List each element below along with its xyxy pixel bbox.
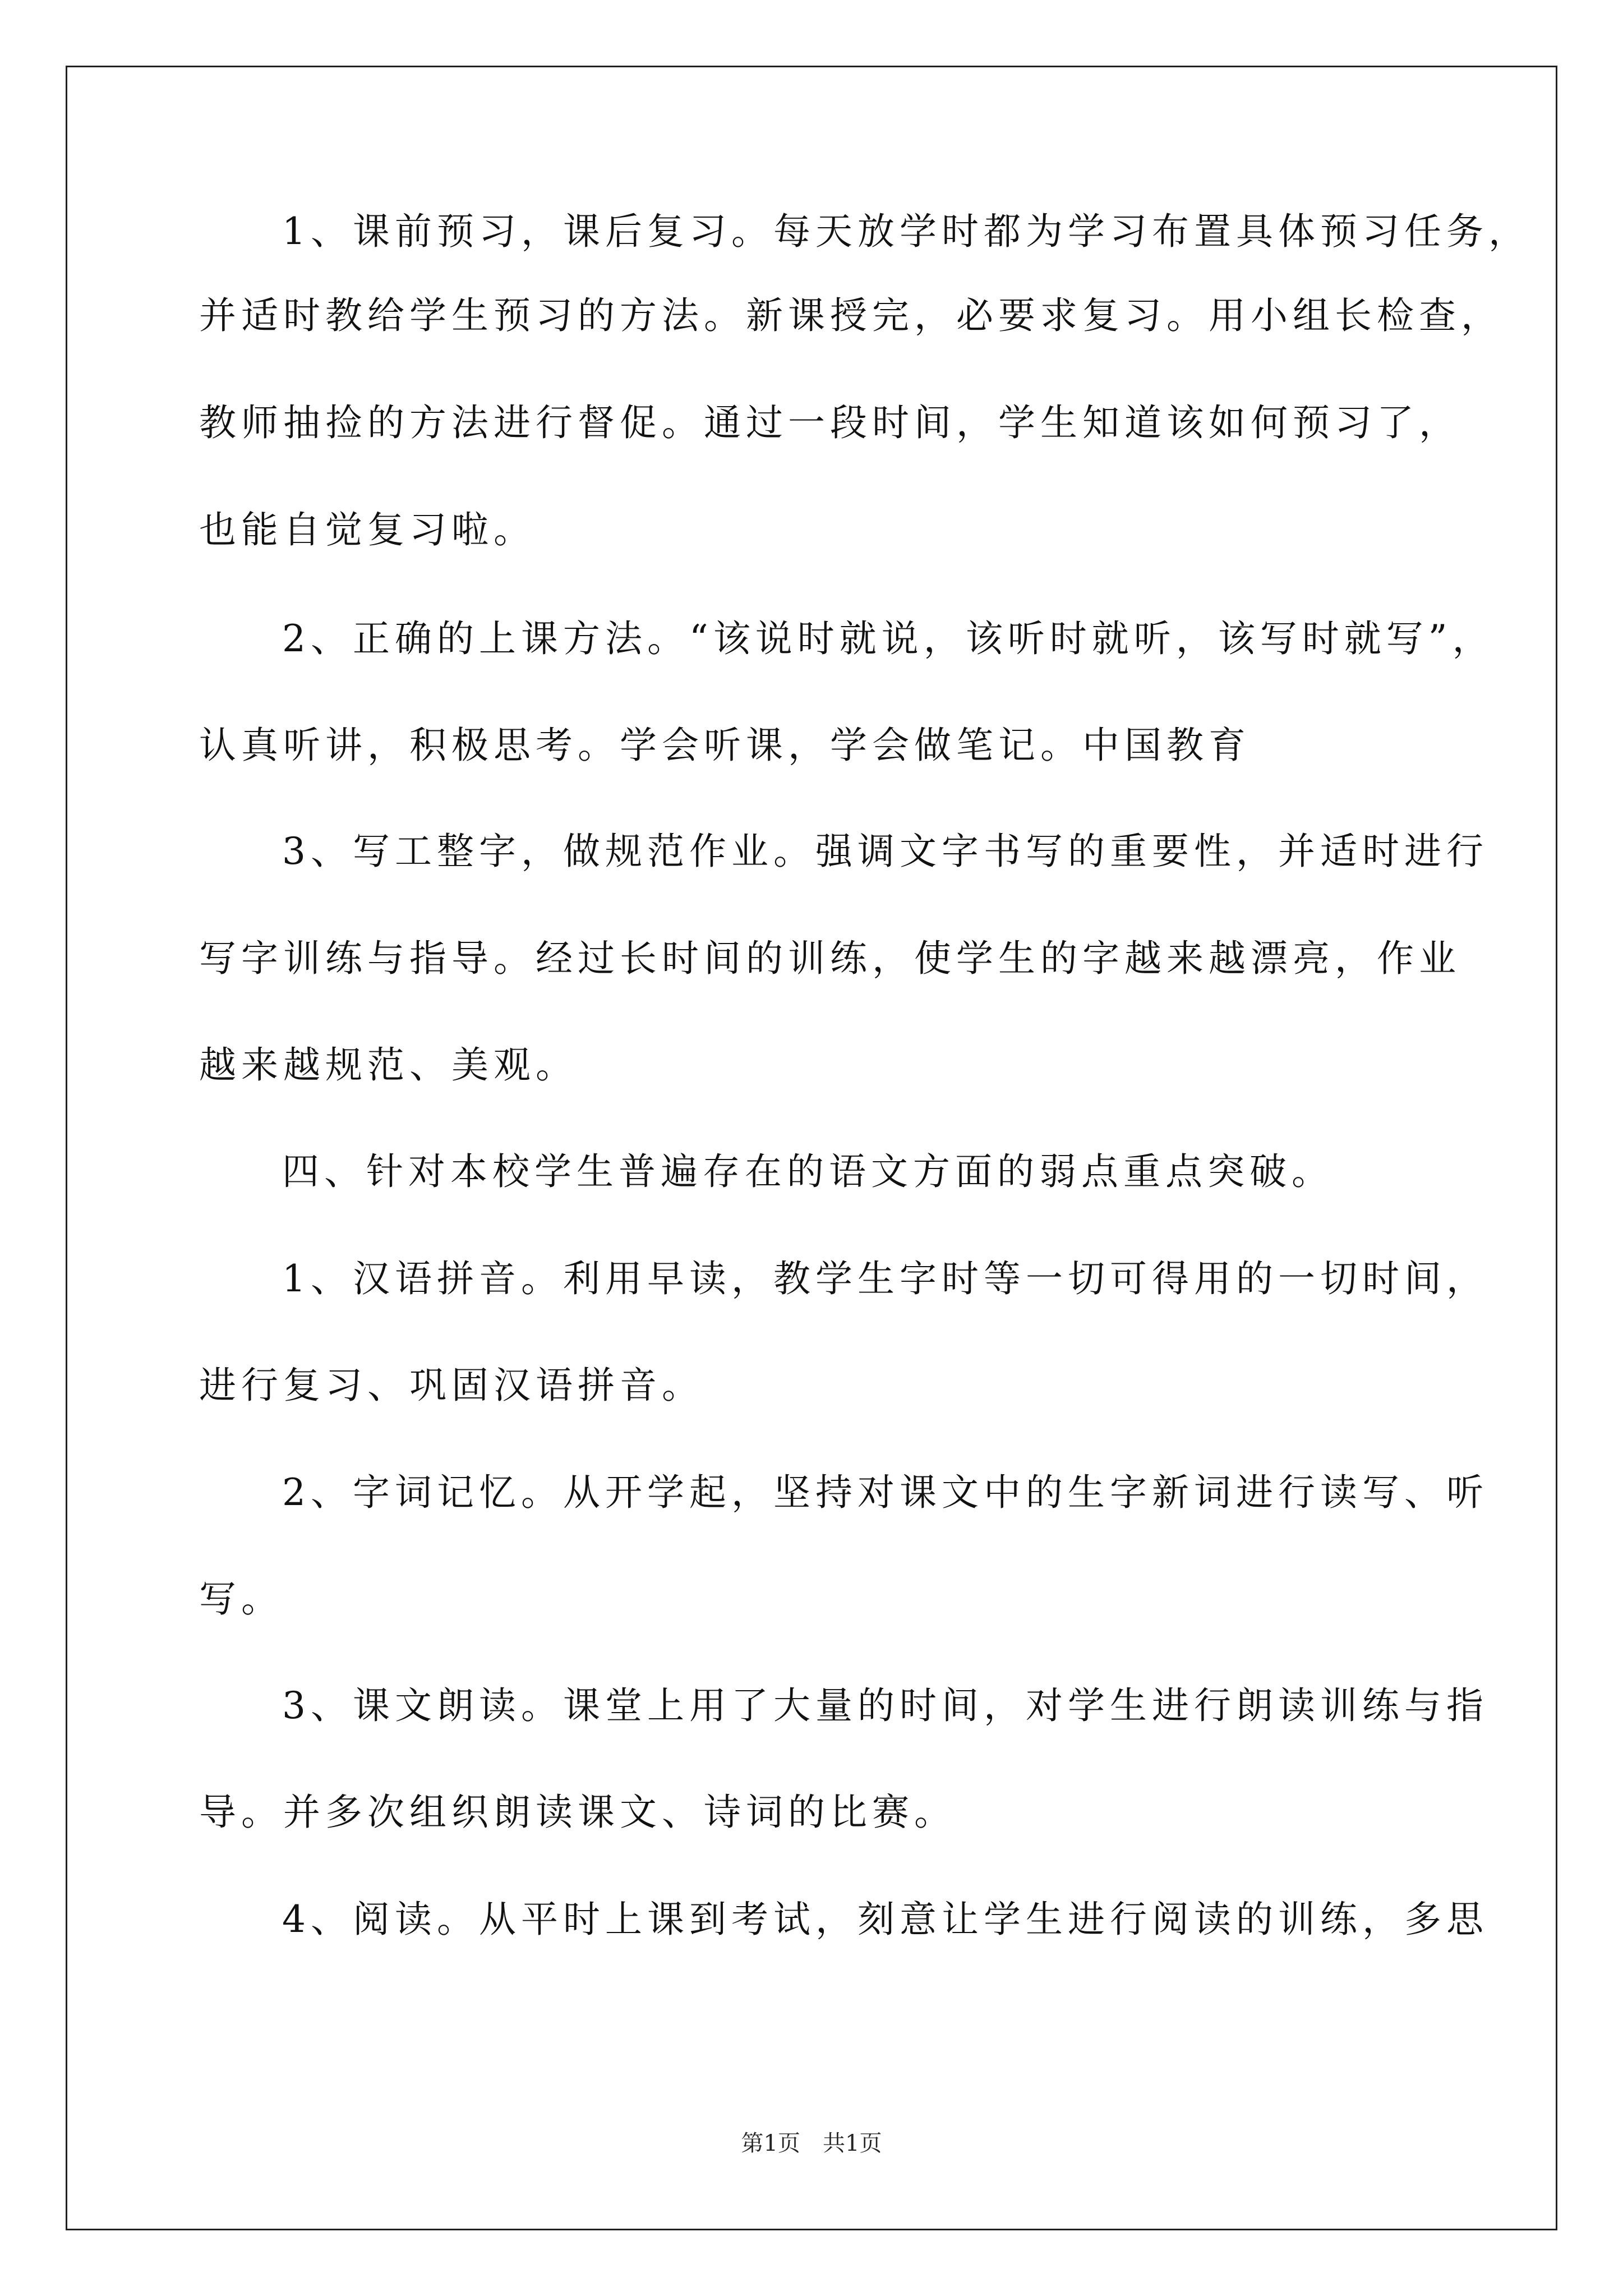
paragraph-5-line-1: 1、汉语拼音。利用早读，教学生字时等一切可得用的一切时间， — [282, 1257, 1488, 1300]
paragraph-8-line-1: 4、阅读。从平时上课到考试，刻意让学生进行阅读的训练，多思 — [282, 1898, 1488, 1941]
paragraph-3-line-3: 越来越规范、美观。 — [199, 1043, 578, 1087]
section-heading-4: 四、针对本校学生普遍存在的语文方面的弱点重点突破。 — [282, 1150, 1334, 1193]
paragraph-6-line-1: 2、字词记忆。从开学起，坚持对课文中的生字新词进行读写、听 — [282, 1471, 1488, 1514]
paragraph-6-line-2: 写。 — [199, 1577, 283, 1621]
paragraph-3-line-2: 写字训练与指导。经过长时间的训练，使学生的字越来越漂亮，作业 — [199, 937, 1461, 980]
paragraph-2-line-2: 认真听讲，积极思考。学会听课，学会做笔记。中国教育 — [199, 724, 1251, 767]
page-footer: 第1页 共1页 — [741, 2131, 882, 2156]
paragraph-7-line-2: 导。并多次组织朗读课文、诗词的比赛。 — [199, 1791, 956, 1834]
paragraph-1-line-2: 并适时教给学生预习的方法。新课授完，必要求复习。用小组长检查， — [199, 294, 1503, 337]
paragraph-1-line-4: 也能自觉复习啦。 — [199, 508, 536, 551]
paragraph-3-line-1: 3、写工整字，做规范作业。强调文字书写的重要性，并适时进行 — [282, 830, 1488, 873]
paragraph-5-line-2: 进行复习、巩固汉语拼音。 — [199, 1364, 704, 1407]
paragraph-1-line-1: 1、课前预习，课后复习。每天放学时都为学习布置具体预习任务， — [282, 210, 1530, 253]
paragraph-1-line-3: 教师抽捡的方法进行督促。通过一段时间，学生知道该如何预习了， — [199, 401, 1461, 444]
paragraph-2-line-1: 2、正确的上课方法。“该说时就说，该听时就听，该写时就写”， — [282, 617, 1495, 660]
paragraph-7-line-1: 3、课文朗读。课堂上用了大量的时间，对学生进行朗读训练与指 — [282, 1684, 1488, 1727]
